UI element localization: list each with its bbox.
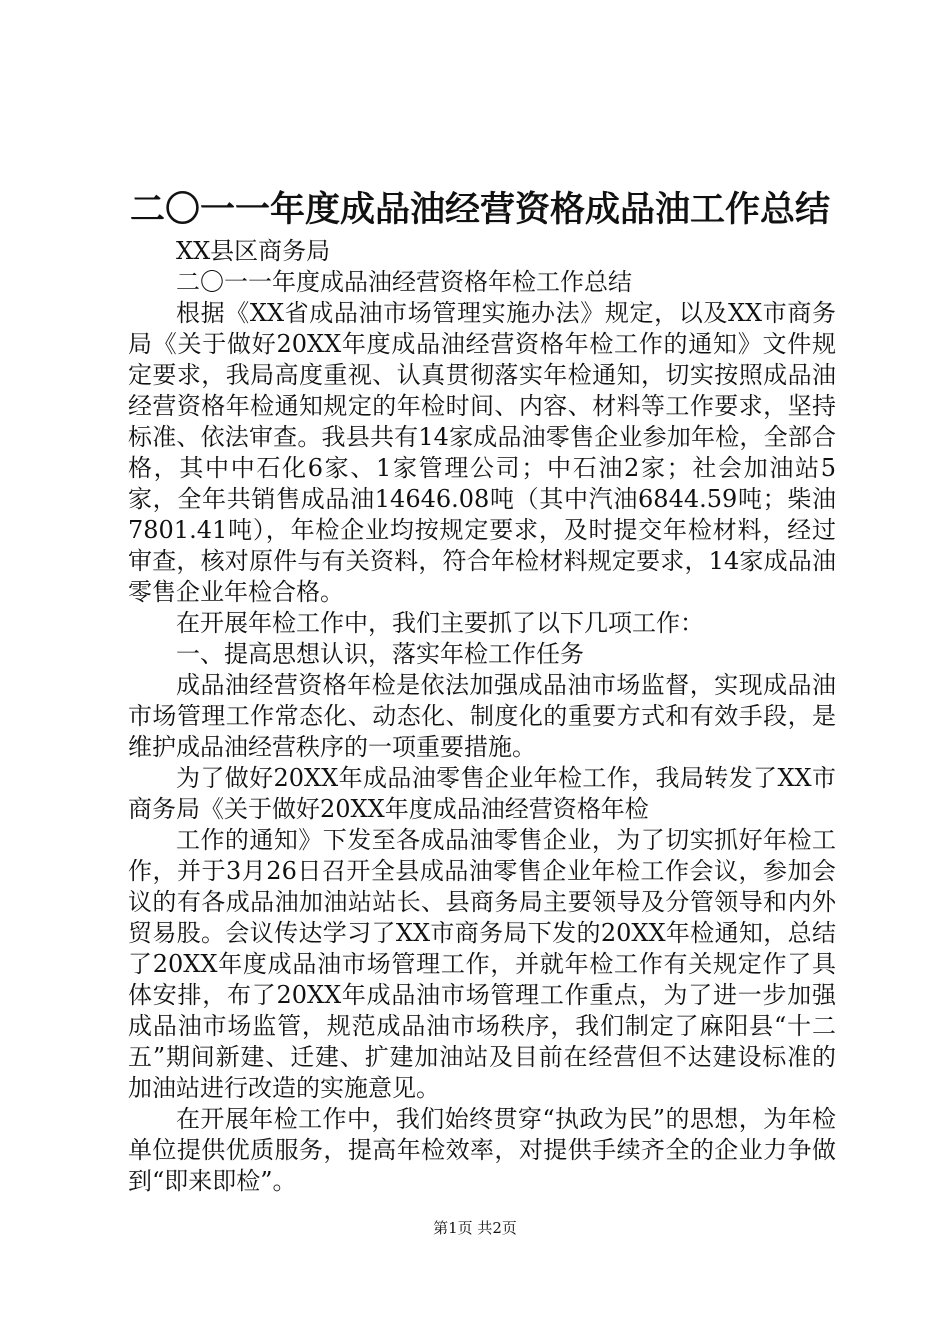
paragraph-work-intro: 在开展年检工作中，我们主要抓了以下几项工作： [176, 609, 704, 637]
paragraph-service: 在开展年检工作中，我们始终贯穿“执政为民”的思想，为年检单位提供优质服务，提高年检效率，对提供手续齐全的企业力争做到“即来即检”。 [128, 1105, 836, 1195]
section-heading-1: 一、提高思想认识，落实年检工作任务 [176, 640, 584, 668]
document-body [128, 236, 836, 1197]
paragraph-notice-forward: 为了做好20XX年成品油零售企业年检工作，我局转发了XX市商务局《关于做好20XX年度成品油经营资格年检 [128, 764, 836, 823]
paragraph-basis: 根据《XX省成品油市场管理实施办法》规定，以及XX市商务局《关于做好20XX年度成品油经营资格年检工作的通知》文件规定要求，我局高度重视、认真贯彻落实年检通知，切实按照成品油经营资格年检通知规定的年检时间、内容、材料等工作要求，坚持标准、依法审查。我县共有14家成品油零售企业参加年检，全部合格，其中中石化6家、1家管理公司；中石油2家；社会加油站5家，全年共销售成品油14646.08吨（其中汽油6844.59吨；柴油7801.41吨），年检企业均按规定要求，及时提交年检材料，经过审查，核对原件与有关资料，符合年检材料规定要求，14家成品油零售企业年检合格。 [128, 299, 836, 606]
paragraph-importance: 成品油经营资格年检是依法加强成品油市场监督，实现成品油市场管理工作常态化、动态化、制度化的重要方式和有效手段，是维护成品油经营秩序的一项重要措施。 [128, 671, 836, 761]
paragraph-meeting: 工作的通知》下发至各成品油零售企业，为了切实抓好年检工作，并于3月26日召开全县成品油零售企业年检工作会议，参加会议的有各成品油加油站站长、县商务局主要领导及分管领导和内外贸易股。会议传达学习了XX市商务局下发的20XX年检通知，总结了20XX年度成品油市场管理工作，并就年检工作有关规定作了具体安排，布了20XX年成品油市场管理工作重点，为了进一步加强成品油市场监管，规范成品油市场秩序，我们制定了麻阳县“十二五”期间新建、迁建、扩建加油站及目前在经营但不达建设标准的加油站进行改造的实施意见。 [128, 826, 836, 1102]
document-title: 二〇一一年度成品油经营资格成品油工作总结 [129, 190, 830, 230]
paragraph-subtitle: 二〇一一年度成品油经营资格年检工作总结 [176, 268, 632, 296]
paragraph-organization: XX县区商务局 [176, 237, 331, 265]
page-number-footer: 第1页 共2页 [433, 1219, 517, 1237]
